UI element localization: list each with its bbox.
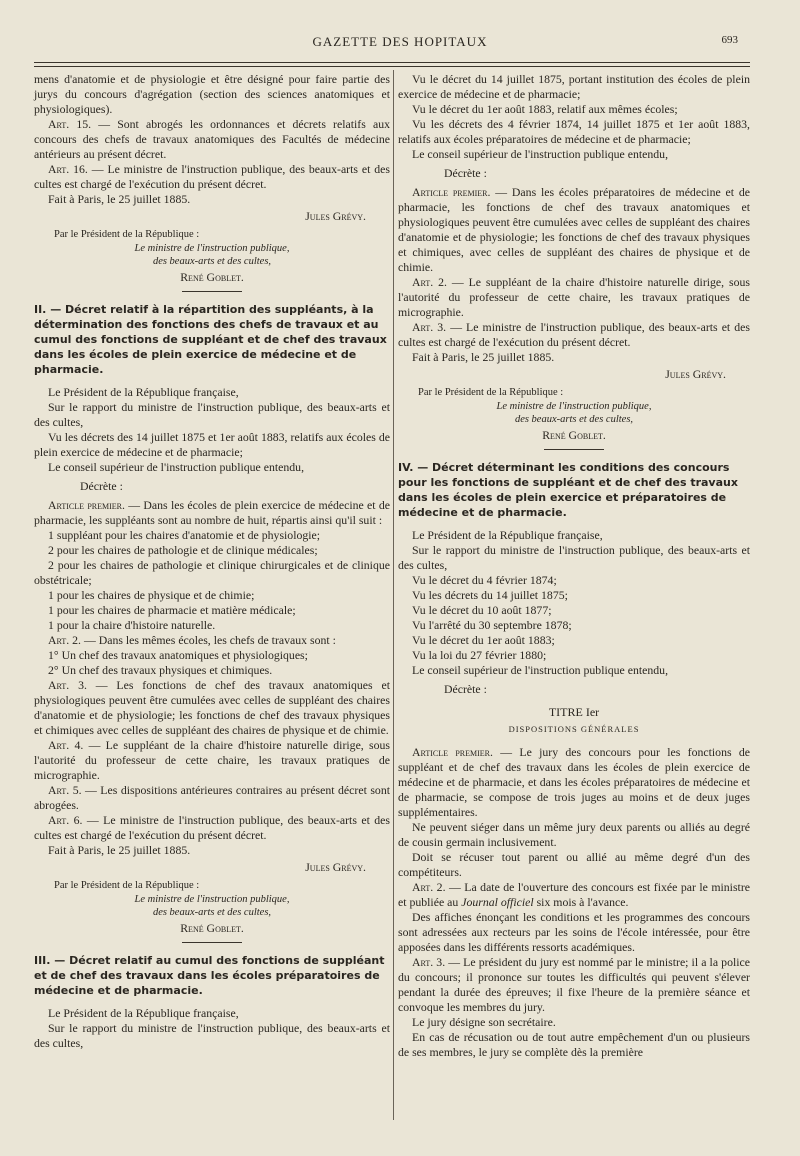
- signature: Jules Grévy.: [305, 209, 366, 223]
- running-title: GAZETTE DES HOPITAUX: [312, 34, 488, 49]
- article-text: — Sont abrogés les ordonnances et décrets relatifs aux concours des chefs de travaux anatomiques des Facultés de médecine antérieurs au présent décret.: [34, 117, 390, 161]
- article-6: [34, 813, 390, 843]
- titre-subheading: DISPOSITIONS GÉNÉRALES: [508, 724, 640, 734]
- list-item: 2° Un chef des travaux physiques et chimiques.: [48, 663, 273, 677]
- paragraph: Vu le décret du 1er août 1883, relatif aux mêmes écoles;: [412, 102, 678, 116]
- article-label: Art. 3.: [48, 678, 87, 692]
- journal-officiel: Journal officiel: [461, 895, 534, 909]
- section-rule: [544, 449, 604, 450]
- article-2: [398, 275, 750, 320]
- list-item: 1 suppléant pour les chaires d'anatomie et de physiologie;: [48, 528, 321, 542]
- article-2: [398, 880, 750, 910]
- article-label: Art. 3.: [412, 320, 447, 334]
- vu-item: Vu le décret du 4 février 1874;: [412, 573, 557, 587]
- article-text: — La date de l'ouverture des concours est fixée par le ministre et publiée au: [398, 880, 750, 909]
- titre-heading: TITRE Ier: [548, 705, 600, 719]
- par-le-president: Par le Président de la République :: [54, 229, 200, 240]
- paragraph: Le conseil supérieur de l'instruction publique entendu,: [412, 147, 669, 161]
- list-item: 1° Un chef des travaux anatomiques et physiologiques;: [48, 648, 308, 662]
- article-label: Art. 2.: [48, 633, 82, 647]
- list-item: 1 pour la chaire d'histoire naturelle.: [48, 618, 216, 632]
- minister-signature: René Goblet.: [542, 428, 606, 442]
- paragraph: Le Président de la République française,: [412, 528, 603, 542]
- article-1: [398, 185, 750, 275]
- article-label: Art. 16.: [48, 162, 88, 176]
- vu-item: Vu la loi du 27 février 1880;: [412, 648, 547, 662]
- minister-line: Le ministre de l'instruction publique,: [134, 243, 290, 254]
- decrete-heading: Décrète :: [80, 479, 123, 493]
- section-rule: [182, 291, 242, 292]
- paragraph: Vu les décrets des 4 février 1874, 14 juillet 1875 et 1er août 1883, relatifs aux écoles préparatoires de médecine et de pharmacie;: [398, 117, 750, 146]
- list-item: 1 pour les chaires de physique et de chimie;: [48, 588, 255, 602]
- paragraph: Sur le rapport du ministre de l'instruction publique, des beaux-arts et des cultes,: [398, 543, 750, 572]
- paragraph: Le conseil supérieur de l'instruction publique entendu,: [412, 663, 669, 677]
- article-label: Art. 2.: [412, 880, 446, 894]
- par-le-president: Par le Président de la République :: [54, 880, 200, 891]
- fait-line: Fait à Paris, le 25 juillet 1885.: [48, 192, 191, 206]
- paragraph: Le Président de la République française,: [48, 385, 239, 399]
- article-label: Article premier.: [412, 185, 491, 199]
- vu-item: Vu le décret du 1er août 1883;: [412, 633, 555, 647]
- article-text: — Les fonctions de chef des travaux anatomiques et physiologiques peuvent être cumulées avec celles de suppléant des chaires d'anatomie et de physiologie; les fonctions de chef des travaux physiques et chimiques avec celles de suppléant des chaires de physique et de chimie.: [34, 678, 390, 737]
- article-label: Art. 15.: [48, 117, 92, 131]
- article-3: [34, 678, 390, 738]
- paragraph: Sur le rapport du ministre de l'instruction publique, des beaux-arts et des cultes,: [34, 400, 390, 429]
- par-le-president: Par le Président de la République :: [418, 387, 564, 398]
- article-2: [34, 633, 390, 648]
- signature: Jules Grévy.: [665, 367, 726, 381]
- vu-item: Vu les décrets du 14 juillet 1875;: [412, 588, 568, 602]
- paragraph: Doit se récuser tout parent ou allié au même degré d'un des compétiteurs.: [398, 850, 750, 879]
- article-text: — Le ministre de l'instruction publique, des beaux-arts et des cultes est chargé de l'exécution du présent décret.: [398, 320, 750, 349]
- article-text: — Le suppléant de la chaire d'histoire naturelle dirige, sous l'autorité du professeur de cette chaire, les travaux pratiques de micrographie.: [34, 738, 390, 782]
- paragraph: Le conseil supérieur de l'instruction publique entendu,: [48, 460, 305, 474]
- minister-signature: René Goblet.: [180, 921, 244, 935]
- decrete-heading: Décrète :: [444, 166, 487, 180]
- decree-title-4: IV. — Décret déterminant les conditions des concours pour les fonctions de suppléant et de chef des travaux dans les écoles de plein exercice et préparatoires de médecine et de pharmacie.: [398, 461, 738, 519]
- article-1: [398, 745, 750, 820]
- article-15: [34, 117, 390, 162]
- vu-item: Vu l'arrêté du 30 septembre 1878;: [412, 618, 572, 632]
- article-label: Article premier.: [48, 498, 125, 512]
- article-label: Art. 6.: [48, 813, 83, 827]
- article-text: — Dans les écoles de plein exercice de médecine et de pharmacie, les suppléants sont au nombre de huit, répartis ainsi qu'il suit :: [34, 498, 390, 527]
- vu-item: Vu le décret du 10 août 1877;: [412, 603, 552, 617]
- left-column: [34, 72, 390, 1051]
- header-rule: [34, 62, 750, 63]
- minister-line: des beaux-arts et des cultes,: [152, 256, 272, 267]
- article-text: — Le ministre de l'instruction publique, des beaux-arts et des cultes est chargé de l'exécution du présent décret.: [34, 813, 391, 842]
- article-text: — Dans les écoles préparatoires de médecine et de pharmacie, les fonctions de chef des travaux anatomiques et physiologiques peuvent être cumulées avec celles de suppléant des chaires d'anatomie et de physiologie; les fonctions de chef des travaux physiques et chimiques, avec celles de suppléant des chaires de physique et de chimie.: [398, 185, 751, 274]
- paragraph: Sur le rapport du ministre de l'instruction publique, des beaux-arts et des cultes,: [34, 1021, 390, 1050]
- article-1: [34, 498, 390, 528]
- article-text: — Le président du jury est nommé par le ministre; il a la police du concours; il prononce sur toutes les difficultés qui peuvent s'élever pendant la durée des épreuves; il fixe l'heure de la première séance et convoque les membres du jury.: [398, 955, 750, 1014]
- fait-line: Fait à Paris, le 25 juillet 1885.: [48, 843, 191, 857]
- fait-line: Fait à Paris, le 25 juillet 1885.: [412, 350, 555, 364]
- article-text: — Les dispositions antérieures contraires au présent décret sont abrogées.: [34, 783, 390, 812]
- article-16: [34, 162, 390, 192]
- page-number: 693: [721, 34, 738, 46]
- article-label: Article premier.: [412, 745, 493, 759]
- minister-line: Le ministre de l'instruction publique,: [496, 401, 652, 412]
- paragraph: Vu les décrets des 14 juillet 1875 et 1er août 1883, relatifs aux écoles de plein exercice de médecine et de pharmacie;: [34, 430, 390, 459]
- paragraph: Ne peuvent siéger dans un même jury deux parents ou alliés au degré de cousin germain inclusivement.: [398, 820, 750, 849]
- article-label: Art. 4.: [48, 738, 84, 752]
- minister-signature: René Goblet.: [180, 270, 244, 284]
- minister-line: des beaux-arts et des cultes,: [514, 414, 634, 425]
- list-item: 2 pour les chaires de pathologie et de clinique médicales;: [48, 543, 318, 557]
- article-text: — Le jury des concours pour les fonctions de suppléant et de chef des travaux dans les écoles de plein exercice de médecine et de pharmacie, et dans les écoles préparatoires de médecine et de pharmacie, se compose de trois juges au moins et de deux juges supplémentaires.: [398, 745, 750, 819]
- decree-title-2: II. — Décret relatif à la répartition des suppléants, à la détermination des fonctions des chefs de travaux et au cumul des fonctions de suppléant et de chef des travaux dans les écoles de plein exercice de médecine et de pharmacie.: [34, 303, 387, 376]
- article-3: [398, 320, 750, 350]
- article-text: — Dans les mêmes écoles, les chefs de travaux sont :: [81, 633, 336, 647]
- decrete-heading: Décrète :: [444, 682, 487, 696]
- article-3: [398, 955, 750, 1015]
- page-header: [0, 34, 800, 54]
- paragraph: Le jury désigne son secrétaire.: [412, 1015, 556, 1029]
- article-text: six mois à l'avance.: [533, 895, 629, 909]
- article-text: — Le suppléant de la chaire d'histoire naturelle dirige, sous l'autorité du professeur de cette chaire, les travaux pratiques de micrographie.: [398, 275, 750, 319]
- article-4: [34, 738, 390, 783]
- paragraph: Des affiches énonçant les conditions et les programmes des concours sont adressées aux recteurs par les soins de l'école intéressée, pour être apposées dans les différents ressorts académiques.: [398, 910, 750, 954]
- minister-line: des beaux-arts et des cultes,: [152, 907, 272, 918]
- article-text: — Le ministre de l'instruction publique, des beaux-arts et des cultes est chargé de l'exécution du présent décret.: [34, 162, 391, 191]
- paragraph: Le Président de la République française,: [48, 1006, 239, 1020]
- signature: Jules Grévy.: [305, 860, 366, 874]
- header-rule-double: [34, 66, 750, 67]
- article-label: Art. 2.: [412, 275, 447, 289]
- list-item: 2 pour les chaires de pathologie et clinique chirurgicales et de clinique obstétricale;: [34, 558, 390, 587]
- paragraph: En cas de récusation ou de tout autre empêchement d'un ou plusieurs de ses membres, le jury se complète dès la première: [398, 1030, 750, 1059]
- continued-paragraph: mens d'anatomie et de physiologie et être désigné pour faire partie des jurys du concours d'agrégation (section des sciences anatomiques et physiologiques).: [34, 72, 390, 116]
- article-5: [34, 783, 390, 813]
- minister-line: Le ministre de l'instruction publique,: [134, 894, 290, 905]
- column-divider: [393, 70, 394, 1120]
- decree-title-3: III. — Décret relatif au cumul des fonctions de suppléant et de chef des travaux dans les écoles préparatoires de médecine et de pharmacie.: [34, 954, 385, 997]
- article-label: Art. 3.: [412, 955, 446, 969]
- list-item: 1 pour les chaires de pharmacie et matière médicale;: [48, 603, 296, 617]
- article-label: Art. 5.: [48, 783, 82, 797]
- right-column: [398, 72, 750, 1060]
- section-rule: [182, 942, 242, 943]
- paragraph: Vu le décret du 14 juillet 1875, portant institution des écoles de plein exercice de médecine et de pharmacie;: [398, 72, 750, 101]
